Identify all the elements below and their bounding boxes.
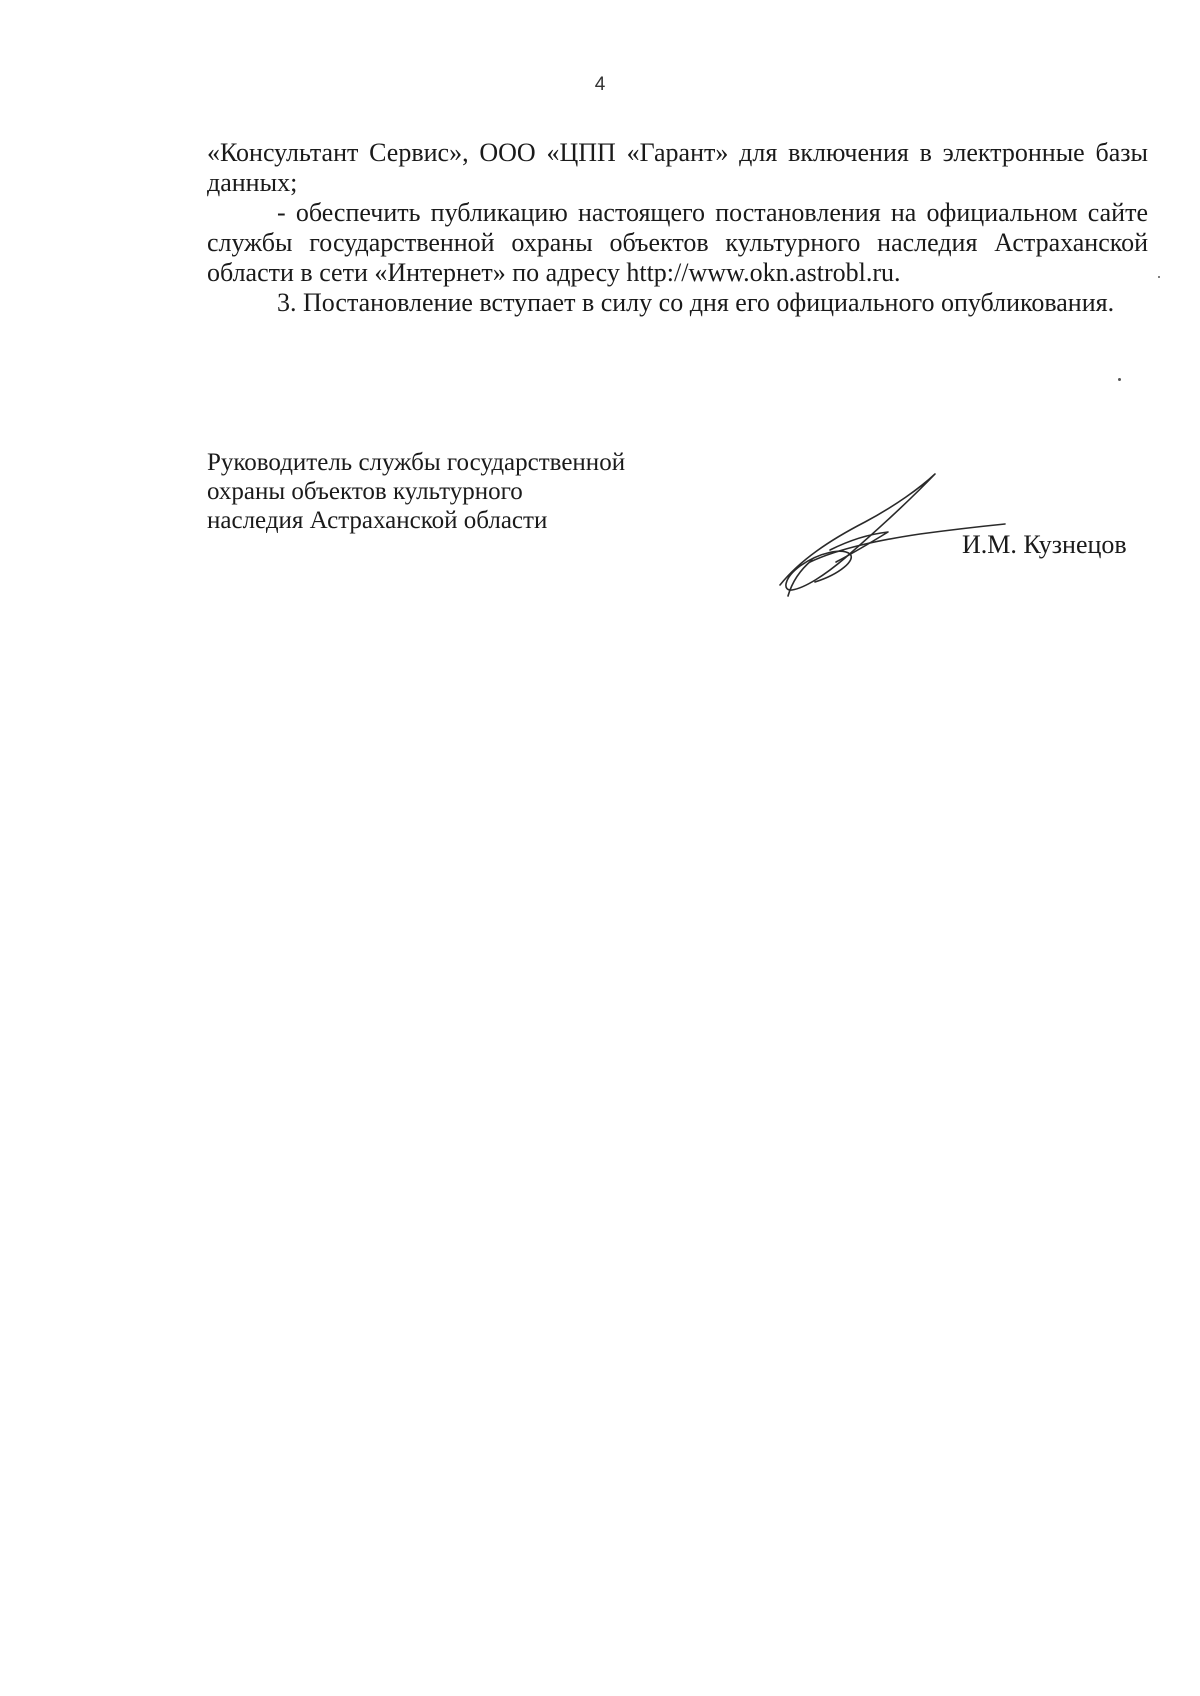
scan-speck xyxy=(1118,378,1121,381)
signatory-title-line: охраны объектов культурного xyxy=(207,478,523,505)
signatory-title-line: Руководитель службы государственной xyxy=(207,449,626,476)
scan-speck xyxy=(1158,276,1160,278)
paragraph-effective-date: 3. Постановление вступает в силу со дня его официального опубликования. xyxy=(277,288,1115,317)
signatory-name: И.М. Кузнецов xyxy=(962,530,1127,559)
signatory-title xyxy=(207,448,727,535)
paragraph-publication: - обеспечить публикацию настоящего постановления на официальном сайте службы государственной охраны объектов культурного наследия Астраханской области в сети «Интернет» по адресу http://www.okn.astrobl.ru. xyxy=(207,198,1148,287)
page-number: 4 xyxy=(594,74,606,95)
document-body xyxy=(207,138,1148,318)
paragraph-continuation: «Консультант Сервис», ООО «ЦПП «Гарант» для включения в электронные базы данных; xyxy=(207,138,1148,197)
signatory-title-line: наследия Астраханской области xyxy=(207,507,548,534)
